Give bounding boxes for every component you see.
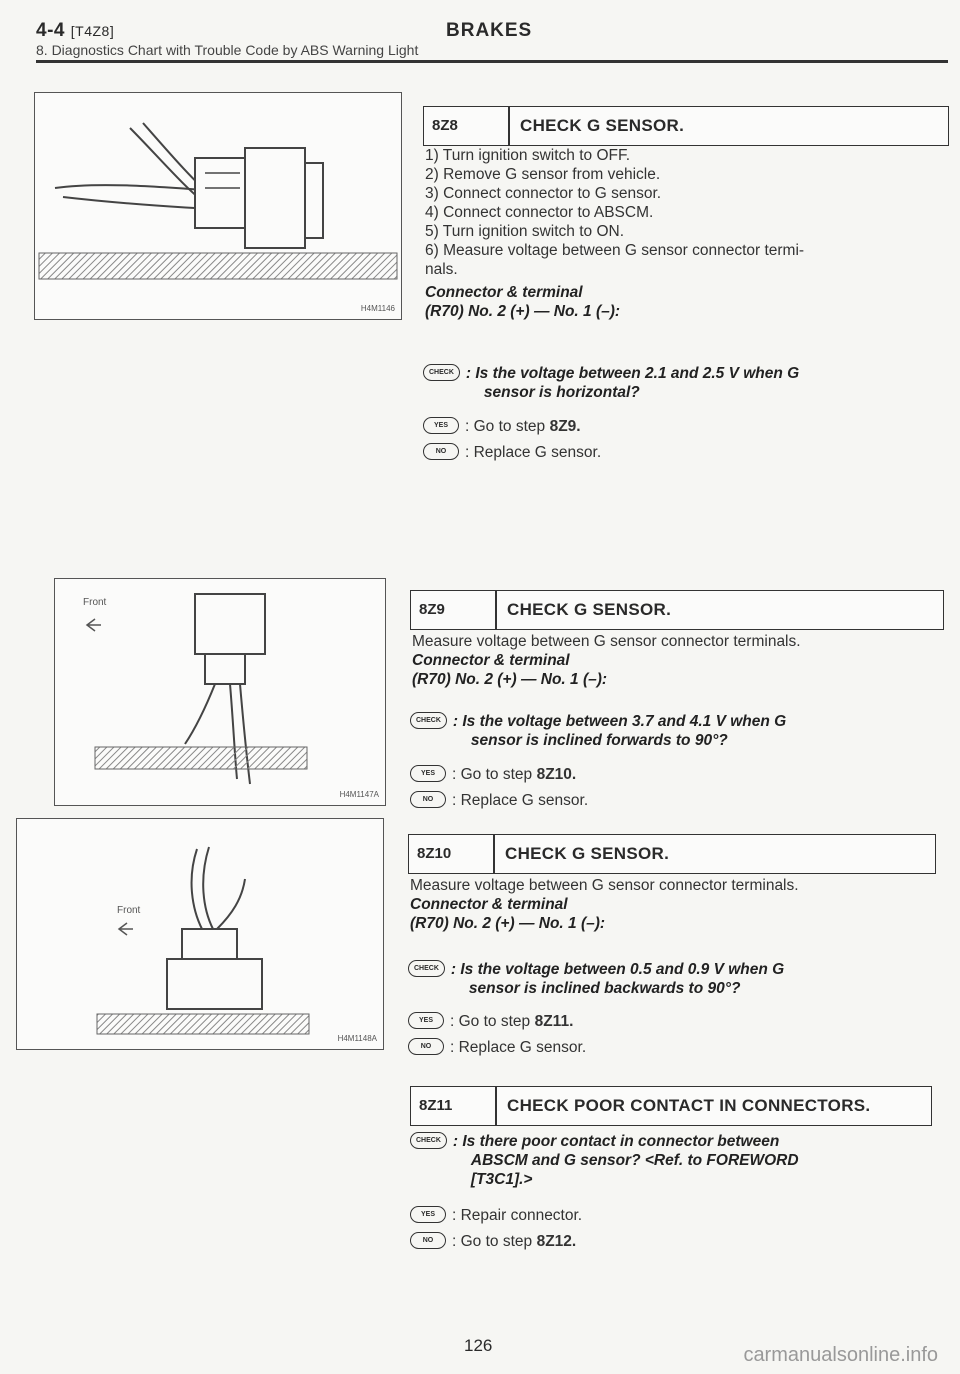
yes-step: 8Z9.: [549, 418, 581, 435]
instruction-line: Measure voltage between G sensor connector terminals.: [410, 877, 799, 894]
no-badge-icon: NO: [410, 791, 446, 808]
yes-step: 8Z11.: [534, 1013, 574, 1030]
front-arrow-icon: [119, 923, 133, 935]
step-header-8z10: [408, 834, 936, 874]
step-title: CHECK G SENSOR.: [507, 600, 672, 619]
connector-label: Connector & terminal: [410, 896, 568, 913]
step-8z8-instructions: [425, 146, 955, 321]
yes-badge-icon: YES: [410, 1206, 446, 1223]
check-badge-icon: CHECK: [410, 1132, 447, 1149]
figure-g-sensor-backwards: [16, 818, 384, 1050]
section-code: [T4Z8]: [70, 23, 115, 39]
instruction-line: Measure voltage between G sensor connector terminals.: [412, 633, 801, 650]
header-rule: [36, 60, 948, 63]
yes-badge-icon: YES: [410, 765, 446, 782]
g-sensor-backwards-illustration: [17, 819, 383, 1049]
yes-text: : Go to step: [452, 766, 533, 783]
check-question-cont: [T3C1].>: [470, 1171, 533, 1188]
step-header-8z9: [410, 590, 944, 630]
check-question-cont: sensor is horizontal?: [483, 384, 640, 401]
figure-id: H4M1148A: [337, 1034, 377, 1043]
check-row: [410, 712, 950, 750]
connector-value: (R70) No. 2 (+) — No. 1 (–):: [412, 671, 608, 688]
check-question-cont: sensor is inclined forwards to 90°?: [470, 732, 728, 749]
check-question: : Is the voltage between 3.7 and 4.1 V when G: [452, 713, 787, 730]
check-row: [408, 960, 948, 998]
instruction-line: 5) Turn ignition switch to ON.: [425, 223, 624, 240]
step-title: CHECK POOR CONTACT IN CONNECTORS.: [507, 1096, 871, 1115]
no-text: : Replace G sensor.: [465, 444, 602, 461]
no-row: [410, 791, 588, 810]
no-text: : Replace G sensor.: [450, 1039, 587, 1056]
instruction-line: 4) Connect connector to ABSCM.: [425, 204, 654, 221]
front-arrow-icon: [87, 619, 101, 631]
no-row: [423, 443, 601, 462]
yes-badge-icon: YES: [408, 1012, 444, 1029]
connector-label: Connector & terminal: [412, 652, 570, 669]
check-row: [423, 364, 953, 402]
front-label: Front: [83, 597, 107, 608]
connector-value: (R70) No. 2 (+) — No. 1 (–):: [410, 915, 606, 932]
no-badge-icon: NO: [423, 443, 459, 460]
page-number: 126: [464, 1336, 493, 1355]
instruction-line: nals.: [425, 261, 458, 278]
yes-text: : Repair connector.: [452, 1207, 583, 1224]
check-question: : Is the voltage between 2.1 and 2.5 V when G: [465, 365, 800, 382]
connector-value: (R70) No. 2 (+) — No. 1 (–):: [425, 303, 621, 320]
step-8z10-instructions: [410, 876, 950, 933]
no-text: : Go to step: [452, 1233, 533, 1250]
step-code: 8Z11: [419, 1097, 453, 1114]
yes-row: [410, 765, 576, 784]
yes-row: [410, 1206, 582, 1225]
no-badge-icon: NO: [410, 1232, 446, 1249]
connector-label: Connector & terminal: [425, 284, 583, 301]
page-subtitle: 8. Diagnostics Chart with Trouble Code by ABS Warning Light: [36, 42, 419, 58]
g-sensor-horizontal-illustration: [35, 93, 401, 319]
instruction-line: 6) Measure voltage between G sensor connector termi-: [425, 242, 805, 259]
check-row: [410, 1132, 950, 1189]
g-sensor-forwards-illustration: [55, 579, 385, 805]
figure-g-sensor-forwards: [54, 578, 386, 806]
watermark: carmanualsonline.info: [743, 1344, 938, 1366]
no-badge-icon: NO: [408, 1038, 444, 1055]
instruction-line: 2) Remove G sensor from vehicle.: [425, 166, 661, 183]
step-code: 8Z10: [417, 845, 452, 862]
check-question: : Is the voltage between 0.5 and 0.9 V when G: [450, 961, 785, 978]
check-badge-icon: CHECK: [408, 960, 445, 977]
step-header-8z11: [410, 1086, 932, 1126]
figure-g-sensor-horizontal: [34, 92, 402, 320]
check-badge-icon: CHECK: [423, 364, 460, 381]
no-text: : Replace G sensor.: [452, 792, 589, 809]
instruction-line: 3) Connect connector to G sensor.: [425, 185, 662, 202]
front-label: Front: [117, 905, 141, 916]
section-number: 4-4 [T4Z8]: [36, 20, 115, 41]
step-code: 8Z9: [419, 601, 445, 618]
yes-row: [423, 417, 581, 436]
step-8z9-instructions: [412, 632, 952, 689]
figure-id: H4M1147A: [339, 790, 379, 799]
step-code: 8Z8: [432, 117, 458, 134]
check-badge-icon: CHECK: [410, 712, 447, 729]
no-row: [408, 1038, 586, 1057]
figure-id: H4M1146: [360, 304, 395, 313]
yes-step: 8Z10.: [536, 766, 577, 783]
step-header-8z8: [423, 106, 949, 146]
step-title: CHECK G SENSOR.: [520, 116, 685, 135]
yes-row: [408, 1012, 573, 1031]
yes-text: : Go to step: [450, 1013, 531, 1030]
no-step: 8Z12.: [536, 1233, 577, 1250]
no-row: [410, 1232, 576, 1251]
yes-badge-icon: YES: [423, 417, 459, 434]
check-question: : Is there poor contact in connector between: [452, 1133, 780, 1150]
check-question-cont: ABSCM and G sensor? <Ref. to FOREWORD: [470, 1152, 799, 1169]
yes-text: : Go to step: [465, 418, 546, 435]
page-title: BRAKES: [446, 20, 533, 41]
instruction-line: 1) Turn ignition switch to OFF.: [425, 147, 631, 164]
step-title: CHECK G SENSOR.: [505, 844, 670, 863]
check-question-cont: sensor is inclined backwards to 90°?: [468, 980, 741, 997]
